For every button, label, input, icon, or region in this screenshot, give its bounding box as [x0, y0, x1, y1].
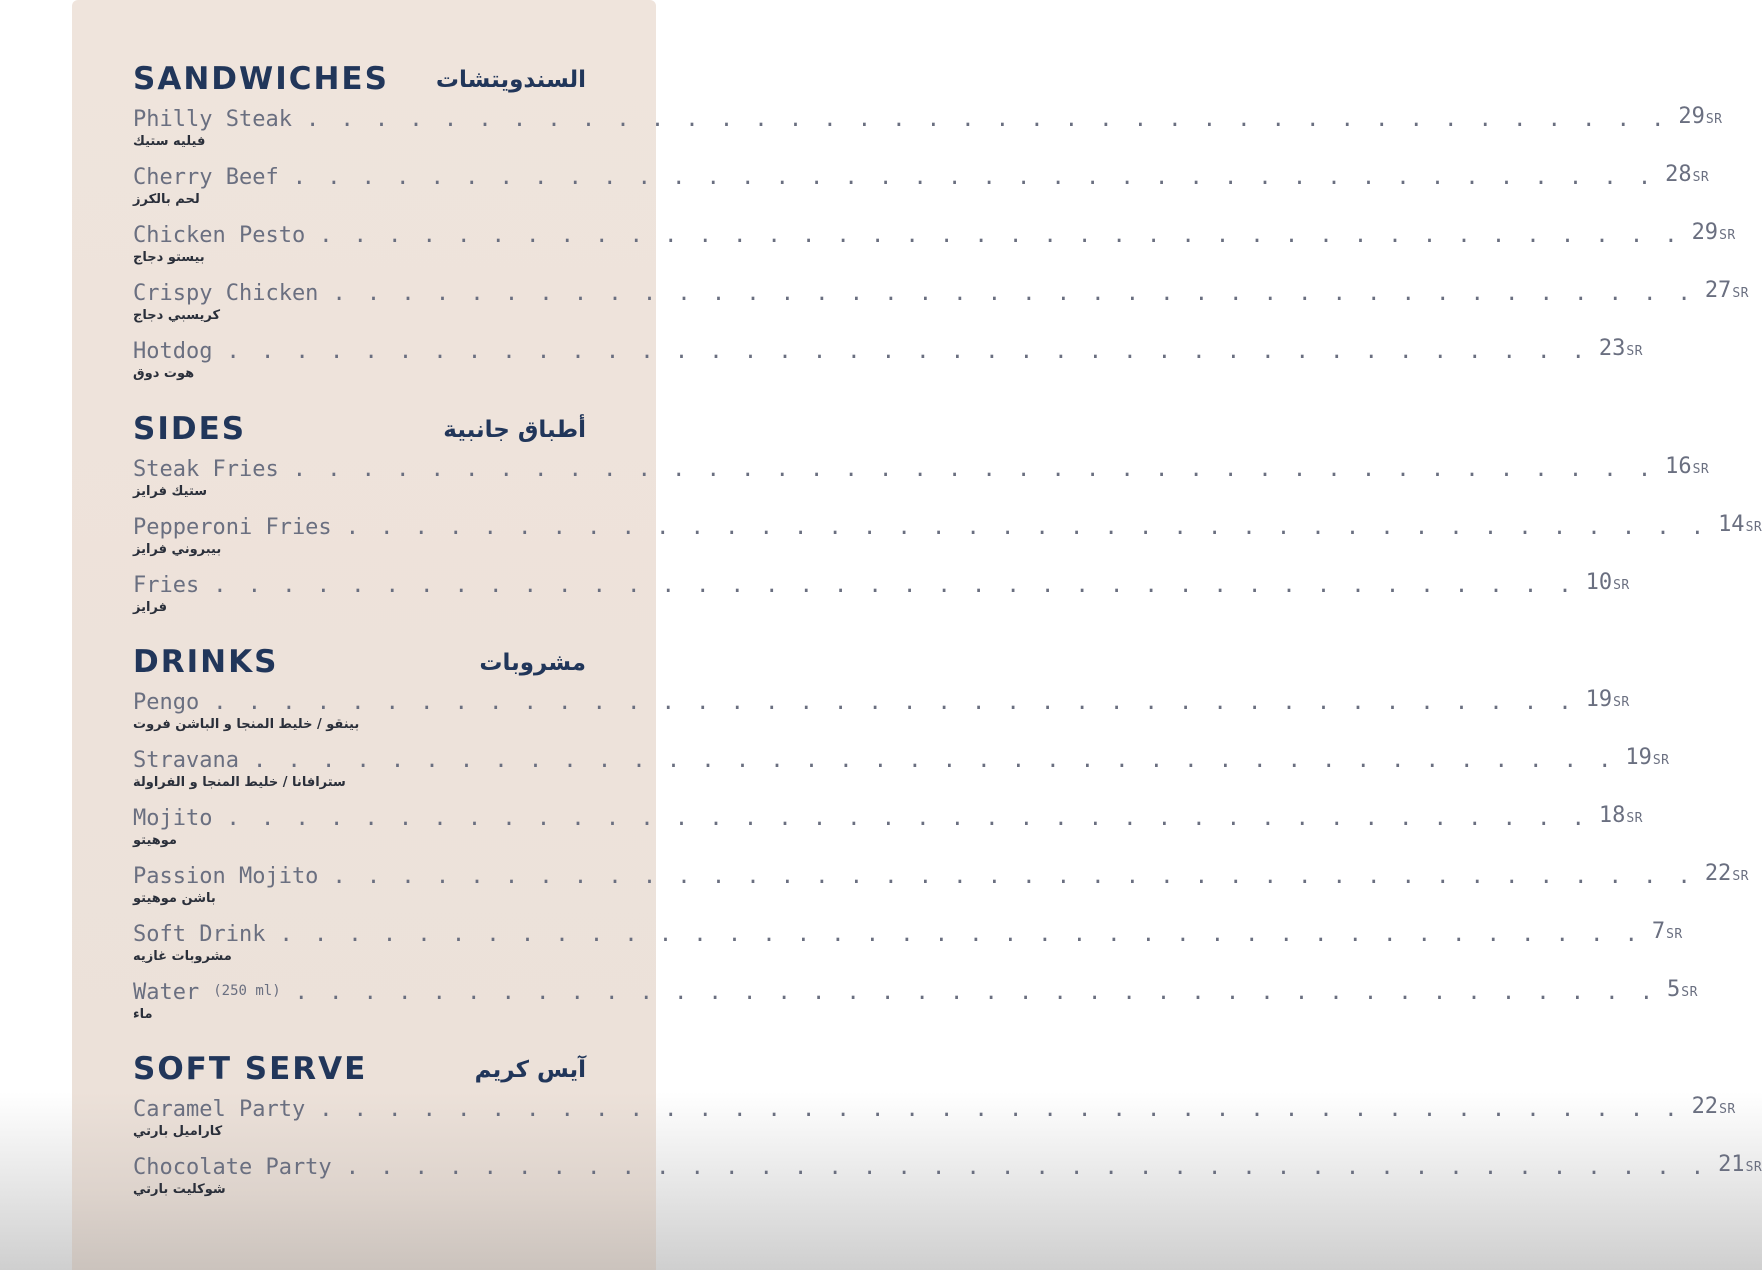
section-title-en: SIDES [133, 411, 247, 447]
menu-item [72, 220, 1736, 278]
menu-item [72, 278, 1749, 336]
price-value: 19 [1625, 745, 1652, 770]
price-currency: SR [1681, 985, 1698, 1000]
price-currency: SR [1745, 1160, 1762, 1175]
item-name-ar: بيستو دجاج [133, 250, 205, 265]
menu-item-row [133, 919, 1683, 949]
price-currency: SR [1732, 286, 1749, 301]
section-title-ar: السندويتشات [435, 67, 586, 93]
dot-leader: . . . . . . . . . . . . . . . . . . . . . . . . . . . . . . . . . . . . . . . . [226, 806, 1589, 831]
menu-item [72, 570, 1630, 628]
menu-item-row [133, 220, 1736, 250]
price-value: 18 [1598, 803, 1626, 828]
section-title-ar: مشروبات [479, 650, 586, 676]
price-currency: SR [1613, 695, 1630, 710]
price-value: 29 [1678, 104, 1705, 129]
menu-item-row [133, 278, 1749, 308]
menu-item [72, 1152, 1762, 1210]
section-title-ar: أطباق جانبية [443, 417, 586, 443]
item-name-ar: موهيتو [133, 833, 177, 848]
menu-item [72, 104, 1723, 162]
item-name-ar: كريسبي دجاج [133, 308, 221, 323]
item-price [1599, 335, 1643, 366]
item-price [1718, 511, 1762, 542]
price-currency: SR [1613, 578, 1630, 593]
section-header [72, 1050, 656, 1094]
item-name: Caramel Party [133, 1097, 306, 1122]
item-name: Stravana [133, 748, 239, 773]
item-name: Fries [133, 573, 200, 598]
price-value: 14 [1718, 512, 1745, 537]
item-name-ar: فرايز [133, 600, 168, 615]
price-value: 16 [1665, 454, 1692, 479]
item-name: Pengo [133, 690, 200, 715]
item-name: Philly Steak [133, 107, 292, 132]
price-value: 22 [1704, 861, 1732, 886]
item-price [1586, 569, 1630, 600]
section-header [72, 410, 656, 454]
dot-leader: . . . . . . . . . . . . . . . . . . . . . . . . . . . . . . . . . . . . . . . . [252, 748, 1616, 773]
section-header [72, 60, 656, 104]
price-currency: SR [1652, 753, 1670, 768]
menu-item [72, 336, 1644, 394]
dot-leader: . . . . . . . . . . . . . . . . . . . . . . . . . . . . . . . . . . . . . . . . [345, 515, 1709, 540]
menu-section [72, 643, 1749, 1035]
item-price [1665, 453, 1709, 484]
menu-item [72, 454, 1710, 512]
item-name-ar: هوت دوق [133, 366, 195, 381]
dot-leader: . . . . . . . . . . . . . . . . . . . . . . . . . . . . . . . . . . . . . . . . [345, 1155, 1709, 1180]
price-value: 27 [1704, 278, 1732, 303]
dot-leader: . . . . . . . . . . . . . . . . . . . . . . . . . . . . . . . . . . . . . . . . [332, 864, 1695, 889]
section-title-en: DRINKS [133, 644, 279, 680]
menu-item-row [133, 803, 1644, 833]
item-name: Crispy Chicken [133, 281, 319, 306]
price-value: 28 [1665, 162, 1692, 187]
price-value: 21 [1718, 1152, 1745, 1177]
section-title-ar: آيس كريم [474, 1057, 586, 1083]
item-price [1599, 802, 1643, 833]
item-name-ar: بينقو / خليط المنجا و الباشن فروت [133, 717, 360, 732]
menu-item [72, 977, 1698, 1035]
price-currency: SR [1732, 869, 1749, 884]
dot-leader: . . . . . . . . . . . . . . . . . . . . . . . . . . . . . . . . . . . . . . . . [319, 1097, 1682, 1122]
dot-leader: . . . . . . . . . . . . . . . . . . . . . . . . . . . . . . . . . . . . . . . . [319, 223, 1682, 248]
dot-leader: . . . . . . . . . . . . . . . . . . . . . . . . . . . . . . . . . . . . . . . . [292, 165, 1656, 190]
price-currency: SR [1692, 462, 1710, 477]
menu-item [72, 919, 1683, 977]
price-value: 7 [1651, 919, 1666, 944]
dot-leader: . . . . . . . . . . . . . . . . . . . . . . . . . . . . . . . . . . . . . . . . [213, 690, 1576, 715]
menu-section [72, 1050, 1762, 1210]
item-name-ar: باشن موهيتو [133, 891, 216, 906]
item-name: Water [133, 980, 200, 1005]
item-price [1665, 161, 1709, 192]
dot-leader: . . . . . . . . . . . . . . . . . . . . . . . . . . . . . . . . . . . . . . . . [226, 339, 1589, 364]
menu-section [72, 410, 1762, 628]
item-price [1667, 976, 1698, 1007]
menu-item-row [133, 1152, 1762, 1182]
item-name-ar: شوكليت بارتي [133, 1182, 226, 1197]
menu-item [72, 512, 1762, 570]
menu-item [72, 162, 1710, 220]
dot-leader: . . . . . . . . . . . . . . . . . . . . . . . . . . . . . . . . . . . . . . . . [332, 281, 1695, 306]
price-currency: SR [1692, 170, 1710, 185]
item-name-ar: ماء [133, 1007, 153, 1022]
price-value: 19 [1585, 687, 1613, 712]
price-value: 23 [1598, 336, 1626, 361]
dot-leader: . . . . . . . . . . . . . . . . . . . . . . . . . . . . . . . . . . . . . . . . [294, 980, 1658, 1005]
section-header [72, 643, 656, 687]
item-name-ar: لحم بالكرز [133, 192, 200, 207]
menu-item [72, 1094, 1736, 1152]
section-title-en: SANDWICHES [133, 61, 389, 97]
item-size: (250 ml) [213, 983, 281, 999]
menu-card [72, 0, 1762, 1270]
item-name-ar: كاراميل بارتي [133, 1124, 223, 1139]
item-name: Chocolate Party [133, 1155, 332, 1180]
item-price [1718, 1151, 1762, 1182]
menu-section [72, 60, 1749, 394]
price-currency: SR [1719, 228, 1736, 243]
price-value: 5 [1667, 977, 1681, 1002]
menu-item-row [133, 570, 1630, 600]
price-value: 22 [1691, 1094, 1719, 1119]
item-price [1678, 103, 1722, 134]
menu-item [72, 803, 1644, 861]
dot-leader: . . . . . . . . . . . . . . . . . . . . . . . . . . . . . . . . . . . . . . . . [292, 457, 1656, 482]
menu-item [72, 687, 1630, 745]
item-name-ar: بيبروني فرايز [133, 542, 222, 557]
menu-item-row [133, 687, 1630, 717]
dot-leader: . . . . . . . . . . . . . . . . . . . . . . . . . . . . . . . . . . . . . . . . [305, 107, 1669, 132]
menu-item-row [133, 1094, 1736, 1124]
menu-item-row [133, 977, 1698, 1007]
item-name-ar: سترافانا / خليط المنجا و الفراولة [133, 775, 346, 790]
price-value: 10 [1585, 570, 1613, 595]
item-price [1692, 219, 1736, 250]
item-price [1705, 277, 1749, 308]
menu-item-row [133, 454, 1710, 484]
item-price [1625, 744, 1669, 775]
menu-item-row [133, 336, 1644, 366]
price-currency: SR [1719, 1102, 1736, 1117]
price-currency: SR [1626, 811, 1644, 826]
item-price [1652, 918, 1683, 949]
menu-item-row [133, 512, 1762, 542]
item-name: Passion Mojito [133, 864, 319, 889]
item-price [1586, 686, 1630, 717]
menu-item [72, 745, 1670, 803]
dot-leader: . . . . . . . . . . . . . . . . . . . . . . . . . . . . . . . . . . . . . . . . [279, 922, 1642, 947]
price-currency: SR [1705, 112, 1723, 127]
menu-item-row [133, 861, 1749, 891]
item-name: Pepperoni Fries [133, 515, 332, 540]
menu-item-row [133, 162, 1710, 192]
item-name: Soft Drink [133, 922, 266, 947]
item-name-ar: فيليه ستيك [133, 134, 206, 149]
item-name: Hotdog [133, 339, 213, 364]
price-currency: SR [1626, 344, 1644, 359]
item-name: Cherry Beef [133, 165, 279, 190]
item-name: Chicken Pesto [133, 223, 306, 248]
item-price [1692, 1093, 1736, 1124]
price-currency: SR [1745, 520, 1762, 535]
item-price [1705, 860, 1749, 891]
dot-leader: . . . . . . . . . . . . . . . . . . . . . . . . . . . . . . . . . . . . . . . . [213, 573, 1576, 598]
menu-item [72, 861, 1749, 919]
price-value: 29 [1691, 220, 1719, 245]
menu-item-row [133, 104, 1723, 134]
menu-item-row [133, 745, 1670, 775]
item-name: Mojito [133, 806, 213, 831]
item-name-ar: ستيك فرايز [133, 484, 208, 499]
item-name: Steak Fries [133, 457, 279, 482]
section-title-en: SOFT SERVE [133, 1051, 368, 1087]
item-name-ar: مشروبات غازيه [133, 949, 232, 964]
price-currency: SR [1666, 927, 1683, 942]
